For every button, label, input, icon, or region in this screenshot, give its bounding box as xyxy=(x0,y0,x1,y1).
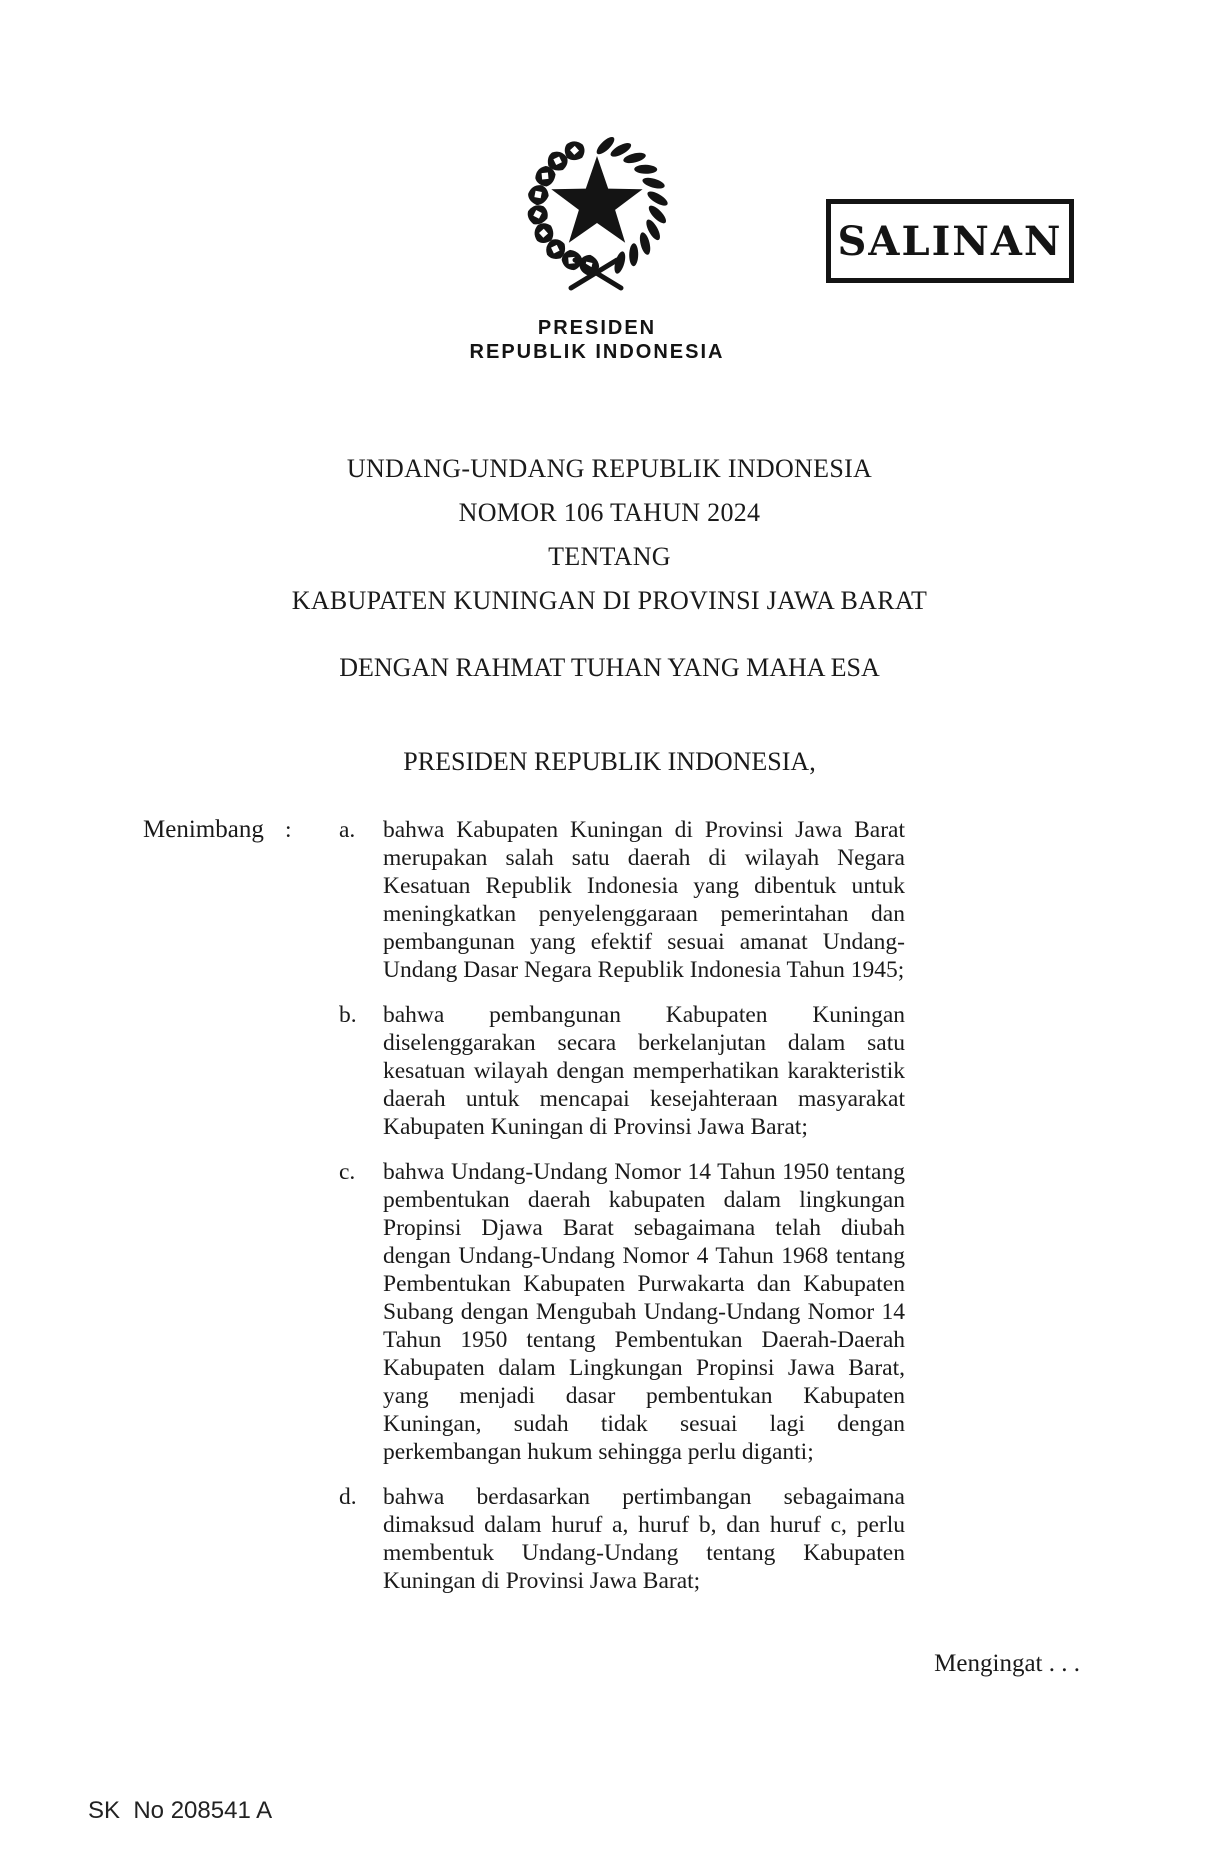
presidential-seal-icon xyxy=(511,124,683,296)
considering-item xyxy=(143,1158,905,1466)
item-text: bahwa berdasarkan pertimbangan sebagaimana dimaksud dalam huruf a, huruf b, dan huruf c, perlu membentuk Undang-Undang tentang Kabupaten Kuningan di Provinsi Jawa Barat; xyxy=(383,1484,905,1594)
letterhead-line2: REPUBLIK INDONESIA xyxy=(469,341,725,363)
salinan-stamp xyxy=(826,199,1074,283)
title-line-type: UNDANG-UNDANG REPUBLIK INDONESIA xyxy=(346,454,873,483)
item-marker: b. xyxy=(339,1002,357,1028)
document-title xyxy=(0,447,1219,623)
title-line-tentang: TENTANG xyxy=(548,542,671,571)
item-marker: c. xyxy=(339,1159,356,1185)
page-continuation-catchword: Mengingat . . . xyxy=(934,1650,1080,1677)
considering-item xyxy=(143,816,905,984)
considering-item xyxy=(143,1483,905,1595)
star-icon xyxy=(551,156,642,243)
item-text: bahwa pembangunan Kabupaten Kuningan diselenggarakan secara berkelanjutan dalam satu kesatuan wilayah dengan memperhatikan karakteristik daerah untuk mencapai kesejahteraan masyarakat Kabupaten Kuningan di Provinsi Jawa Barat; xyxy=(383,1002,905,1140)
letterhead-line1: PRESIDEN xyxy=(537,317,657,339)
considering-item xyxy=(143,1001,905,1141)
item-marker: d. xyxy=(339,1484,357,1510)
considering-label: Menimbang xyxy=(143,816,264,843)
letterhead xyxy=(0,316,1194,364)
invocation-line: DENGAN RAHMAT TUHAN YANG MAHA ESA xyxy=(339,653,880,682)
considering-section xyxy=(143,816,905,1612)
considering-colon: : xyxy=(285,817,292,843)
title-line-number: NOMOR 106 TAHUN 2024 xyxy=(458,498,761,527)
item-marker: a. xyxy=(339,817,356,843)
doc-control-number: SK No 208541 A xyxy=(88,1797,273,1824)
enacting-authority-line: PRESIDEN REPUBLIK INDONESIA, xyxy=(403,747,816,776)
item-text: bahwa Kabupaten Kuningan di Provinsi Jawa Barat merupakan salah satu daerah di wilayah Negara Kesatuan Republik Indonesia yang dibentuk untuk meningkatkan penyelenggaraan pemerintahan dan pembangunan yang efektif sesuai amanat Undang-Undang Dasar Negara Republik Indonesia Tahun 1945; xyxy=(383,817,905,983)
item-text: bahwa Undang-Undang Nomor 14 Tahun 1950 tentang pembentukan daerah kabupaten dalam lingkungan Propinsi Djawa Barat sebagaimana telah diubah dengan Undang-Undang Nomor 4 Tahun 1968 tentang Pembentukan Kabupaten Purwakarta dan Kabupaten Subang dengan Mengubah Undang-Undang Nomor 14 Tahun 1950 tentang Pembentukan Daerah-Daerah Kabupaten dalam Lingkungan Propinsi Jawa Barat, yang menjadi dasar pembentukan Kabupaten Kuningan, sudah tidak sesuai lagi dengan perkembangan hukum sehingga perlu diganti; xyxy=(383,1159,905,1465)
salinan-stamp-label: SALINAN xyxy=(837,217,1063,265)
title-line-subject: KABUPATEN KUNINGAN DI PROVINSI JAWA BARAT xyxy=(291,586,928,615)
